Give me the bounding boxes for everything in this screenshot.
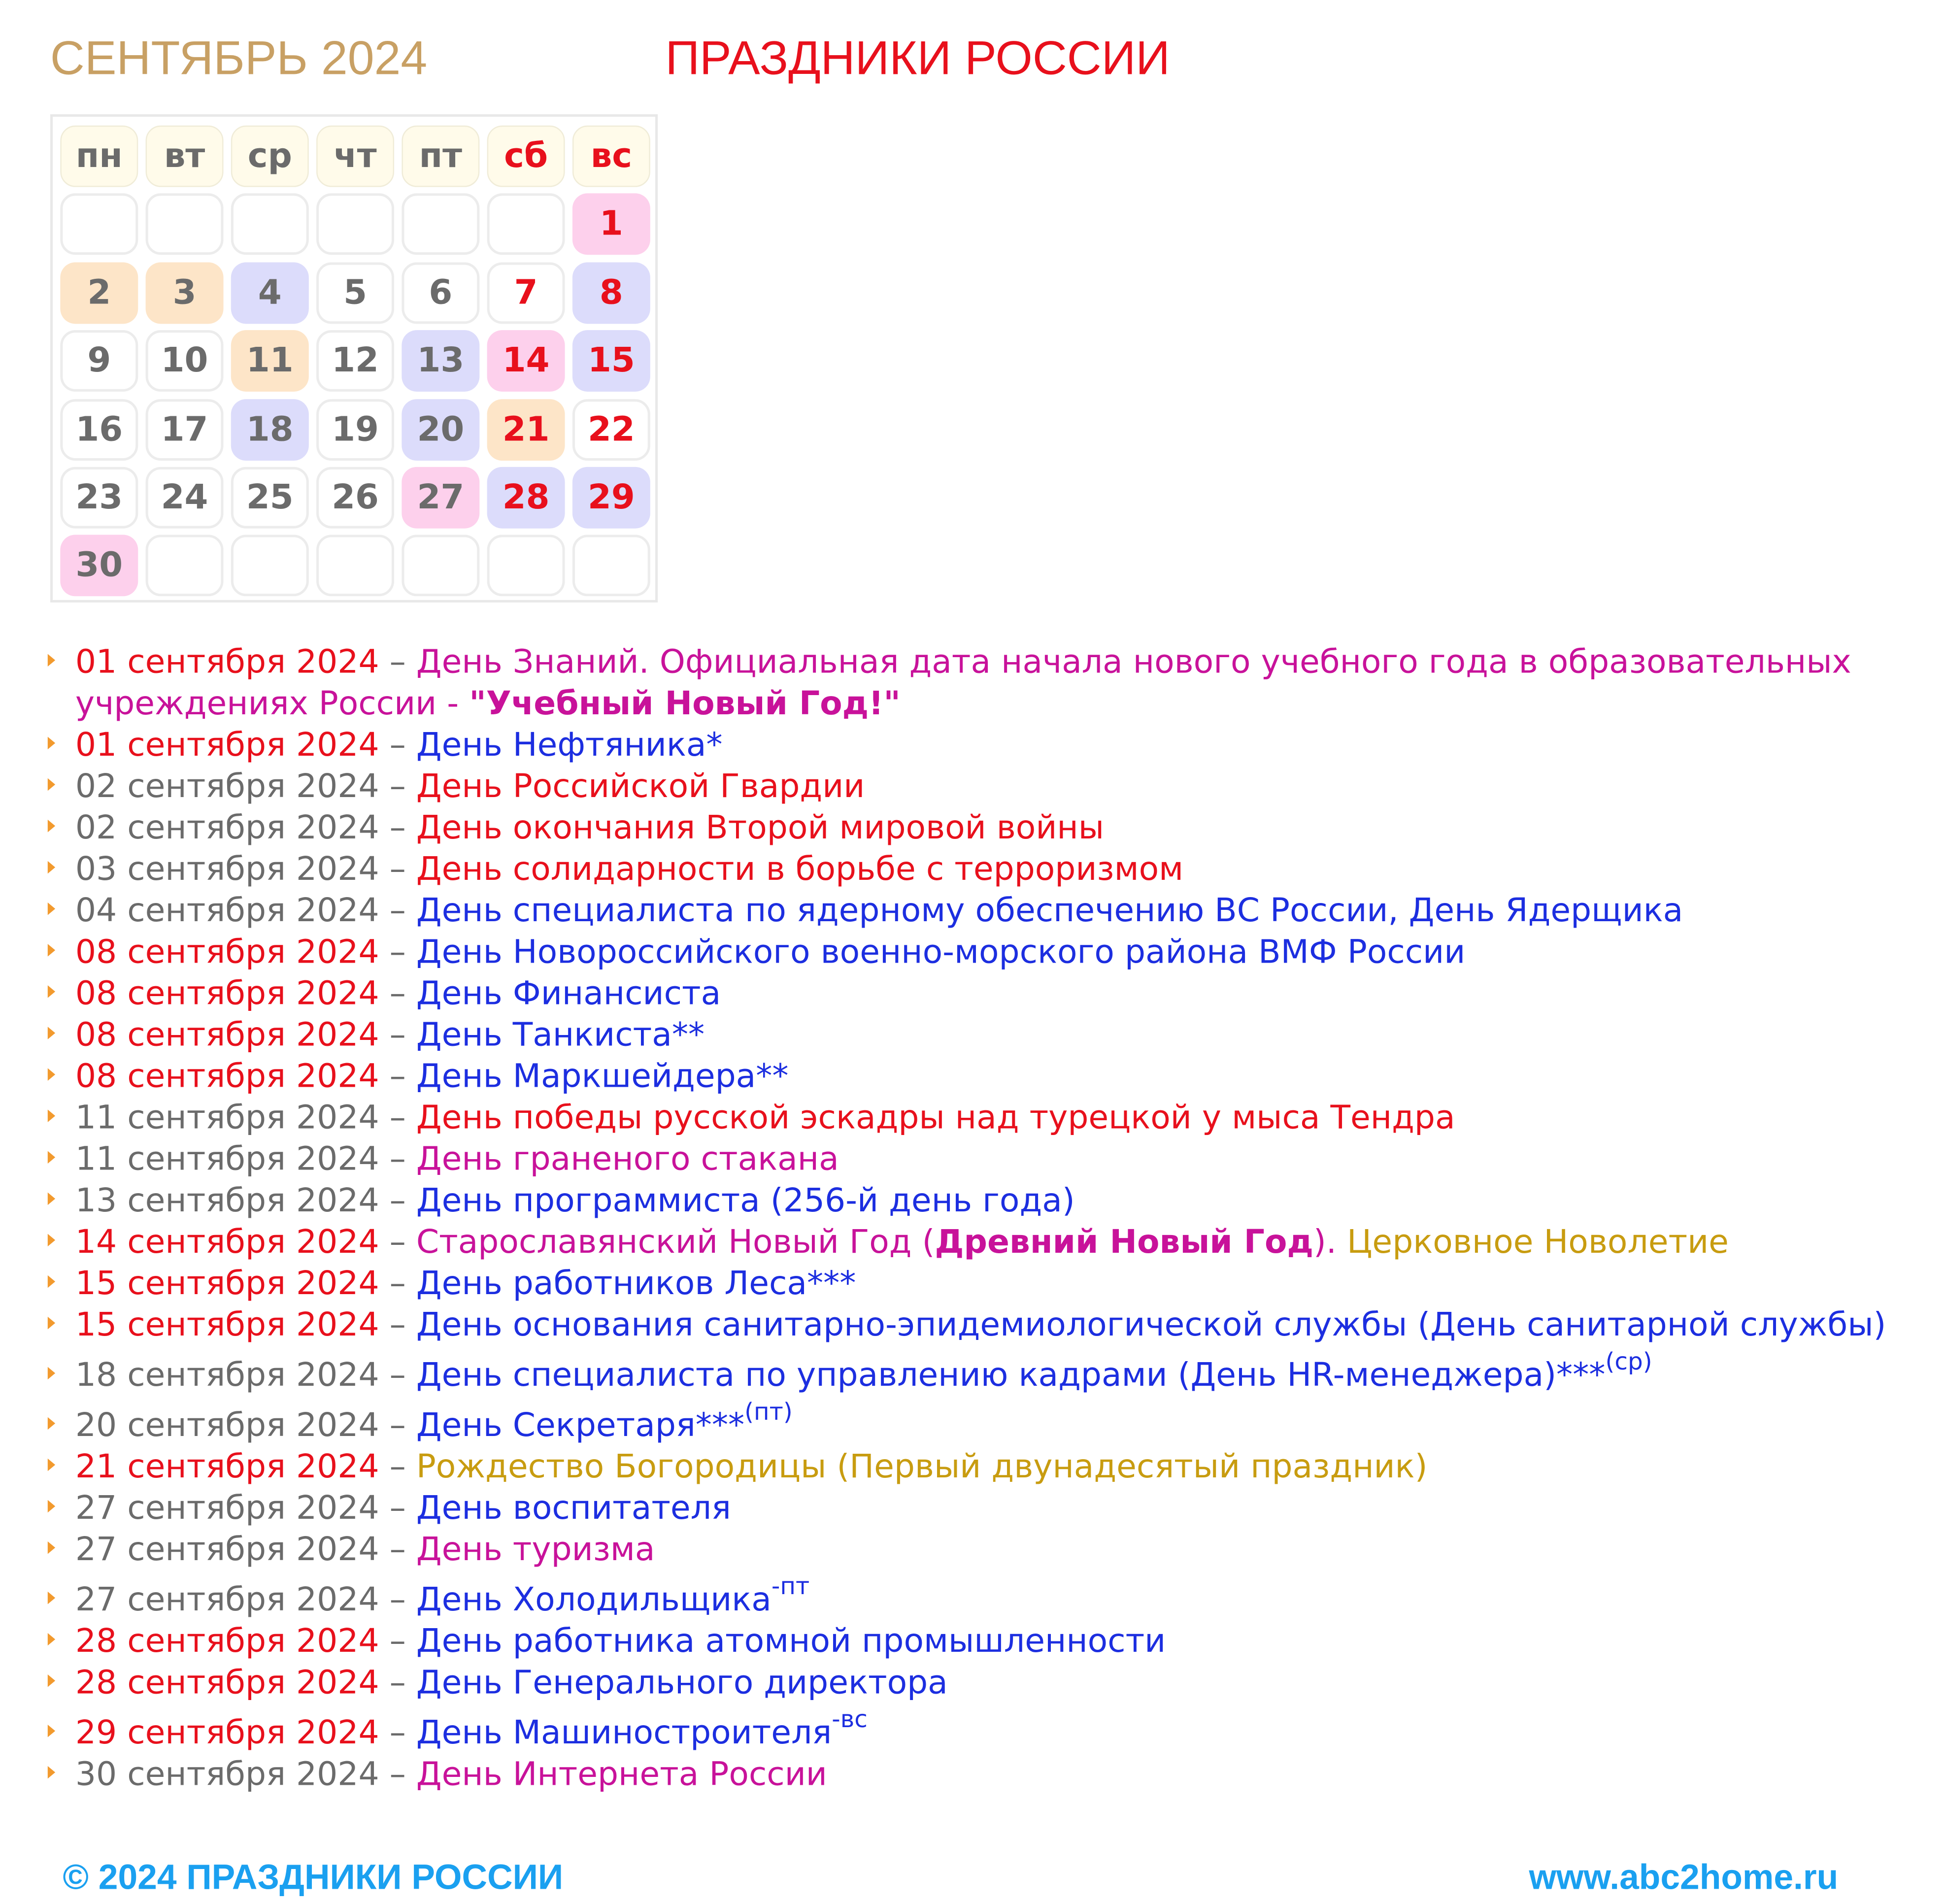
holiday-separator: –	[389, 1265, 406, 1303]
holiday-name: День победы русской эскадры над турецкой у мыса Тендра	[416, 1100, 1455, 1137]
holiday-date: 27 сентября 2024	[75, 1490, 379, 1528]
holiday-separator: –	[389, 1756, 406, 1794]
holiday-date: 11 сентября 2024	[75, 1100, 379, 1137]
weekday-sun: вс	[572, 126, 650, 187]
holiday-separator: –	[389, 644, 406, 682]
bullet-arrow-icon	[48, 1151, 55, 1164]
holiday-item	[48, 808, 1906, 850]
holiday-separator: –	[389, 1016, 406, 1055]
day-cell: 10	[146, 330, 224, 392]
bullet-arrow-icon	[48, 1541, 55, 1554]
day-cell: 7	[487, 263, 565, 324]
holiday-date: 04 сентября 2024	[75, 892, 379, 931]
holiday-item	[48, 850, 1906, 891]
weekday-mon: пн	[60, 126, 138, 187]
page-title: ПРАЗДНИКИ РОССИИ	[665, 33, 1170, 86]
holiday-separator: –	[389, 1407, 406, 1445]
day-cell-empty	[402, 193, 479, 255]
weekday-sat: сб	[487, 126, 565, 187]
day-cell: 27	[402, 467, 479, 529]
holiday-separator: –	[389, 851, 406, 889]
holiday-item	[48, 643, 1906, 726]
weekday-wed: ср	[231, 126, 309, 187]
day-cell: 29	[572, 467, 650, 529]
holiday-date: 11 сентября 2024	[75, 1141, 379, 1179]
day-cell: 20	[402, 399, 479, 461]
bullet-arrow-icon	[48, 1459, 55, 1471]
holiday-date: 18 сентября 2024	[75, 1357, 379, 1395]
bullet-arrow-icon	[48, 944, 55, 956]
day-cell: 8	[572, 263, 650, 324]
holiday-item	[48, 891, 1906, 933]
holiday-name: День Машиностроителя	[416, 1714, 832, 1753]
bullet-arrow-icon	[48, 1027, 55, 1039]
day-cell: 4	[231, 263, 309, 324]
day-cell: 15	[572, 330, 650, 392]
holiday-date: 29 сентября 2024	[75, 1714, 379, 1753]
holiday-weekday-note: (пт)	[744, 1399, 793, 1427]
bullet-arrow-icon	[48, 1193, 55, 1205]
bullet-arrow-icon	[48, 778, 55, 791]
holiday-separator: –	[389, 1306, 406, 1344]
holiday-name: День Холодильщика	[416, 1581, 772, 1619]
day-cell: 14	[487, 330, 565, 392]
holiday-name: День воспитателя	[416, 1490, 731, 1528]
day-cell: 24	[146, 467, 224, 529]
day-cell: 23	[60, 467, 138, 529]
bullet-arrow-icon	[48, 1766, 55, 1778]
holiday-item	[48, 1663, 1906, 1704]
holiday-separator: –	[389, 934, 406, 972]
holiday-item	[48, 933, 1906, 974]
day-cell-empty	[316, 193, 394, 255]
holiday-separator: –	[389, 1357, 406, 1395]
holiday-date: 27 сентября 2024	[75, 1581, 379, 1619]
bullet-arrow-icon	[48, 1592, 55, 1604]
holiday-item	[48, 1181, 1906, 1223]
holiday-date: 01 сентября 2024	[75, 644, 379, 682]
day-cell: 2	[60, 263, 138, 324]
holiday-date: 01 сентября 2024	[75, 727, 379, 765]
day-cell: 13	[402, 330, 479, 392]
holiday-weekday-note: -пт	[771, 1573, 810, 1601]
holiday-list	[48, 643, 1906, 1797]
holiday-date: 21 сентября 2024	[75, 1448, 379, 1486]
holiday-date: 30 сентября 2024	[75, 1756, 379, 1794]
holiday-item	[48, 1489, 1906, 1530]
holiday-name: День специалиста по ядерному обеспечению ВС России, День Ядерщика	[416, 892, 1683, 931]
holiday-name: День Маркшейдера**	[416, 1058, 789, 1096]
day-cell: 28	[487, 467, 565, 529]
holiday-item	[48, 1015, 1906, 1057]
day-cell-empty	[572, 534, 650, 596]
holiday-separator: –	[389, 1581, 406, 1619]
footer-copyright: © 2024 ПРАЗДНИКИ РОССИИ	[63, 1858, 564, 1897]
holiday-item	[48, 1447, 1906, 1489]
bullet-arrow-icon	[48, 1317, 55, 1329]
day-cell: 25	[231, 467, 309, 529]
weekday-fri: пт	[402, 126, 479, 187]
holiday-separator: –	[389, 768, 406, 806]
holiday-name: День Интернета России	[416, 1756, 827, 1794]
holiday-item	[48, 1348, 1906, 1397]
day-cell-empty	[316, 534, 394, 596]
holiday-date: 03 сентября 2024	[75, 851, 379, 889]
day-cell-empty	[231, 193, 309, 255]
holiday-date: 28 сентября 2024	[75, 1623, 379, 1661]
holiday-name: День специалиста по управлению кадрами (День HR-менеджера)***	[416, 1357, 1606, 1395]
holiday-separator: –	[389, 975, 406, 1013]
holiday-separator: –	[389, 1224, 406, 1262]
holiday-item	[48, 1399, 1906, 1447]
day-cell-empty	[402, 534, 479, 596]
holiday-date: 02 сентября 2024	[75, 768, 379, 806]
holiday-highlight: Древний Новый Год	[935, 1224, 1314, 1262]
holiday-item	[48, 1573, 1906, 1622]
bullet-arrow-icon	[48, 1725, 55, 1737]
bullet-arrow-icon	[48, 737, 55, 749]
holiday-item	[48, 1706, 1906, 1755]
holiday-name: День Российской Гвардии	[416, 768, 865, 806]
holiday-separator: –	[389, 1182, 406, 1220]
holiday-church-note: Церковное Новолетие	[1336, 1224, 1729, 1262]
holiday-weekday-note: (ср)	[1605, 1348, 1652, 1376]
holiday-date: 08 сентября 2024	[75, 934, 379, 972]
holiday-name: День Танкиста**	[416, 1016, 705, 1055]
holiday-name: День основания санитарно-эпидемиологической службы (День санитарной службы)	[416, 1306, 1886, 1344]
holiday-date: 02 сентября 2024	[75, 809, 379, 847]
holiday-date: 08 сентября 2024	[75, 975, 379, 1013]
holiday-name: День Нефтяника*	[416, 727, 723, 765]
holiday-date: 08 сентября 2024	[75, 1016, 379, 1055]
holiday-weekday-note: -вс	[832, 1706, 868, 1734]
holiday-item	[48, 1264, 1906, 1305]
holiday-separator: –	[389, 1531, 406, 1569]
holiday-name: Рождество Богородицы (Первый двунадесятый праздник)	[416, 1448, 1428, 1486]
month-title: СЕНТЯБРЬ 2024	[50, 33, 428, 86]
holiday-separator: –	[389, 1058, 406, 1096]
holiday-item	[48, 726, 1906, 767]
bullet-arrow-icon	[48, 1500, 55, 1512]
day-cell: 16	[60, 399, 138, 461]
day-cell-empty	[60, 193, 138, 255]
day-cell: 9	[60, 330, 138, 392]
day-cell: 5	[316, 263, 394, 324]
holiday-item	[48, 1305, 1906, 1347]
holiday-item	[48, 767, 1906, 808]
holiday-item	[48, 1099, 1906, 1140]
day-cell: 17	[146, 399, 224, 461]
holiday-name: День Новороссийского военно-морского района ВМФ России	[416, 934, 1466, 972]
holiday-name: День окончания Второй мировой войны	[416, 809, 1105, 847]
bullet-arrow-icon	[48, 1633, 55, 1645]
holiday-name: День работника атомной промышленности	[416, 1623, 1166, 1661]
day-cell: 22	[572, 399, 650, 461]
bullet-arrow-icon	[48, 985, 55, 998]
holiday-name: День Знаний. Официальная дата начала нового учебного года в образовательных учреждениях России -	[75, 644, 1851, 723]
holiday-date: 08 сентября 2024	[75, 1058, 379, 1096]
holiday-date: 20 сентября 2024	[75, 1407, 379, 1445]
bullet-arrow-icon	[48, 861, 55, 873]
holiday-name: Старославянский Новый Год (	[416, 1224, 935, 1262]
holiday-date: 15 сентября 2024	[75, 1306, 379, 1344]
holiday-date: 13 сентября 2024	[75, 1182, 379, 1220]
weekday-tue: вт	[146, 126, 224, 187]
holiday-name: День Генерального директора	[416, 1664, 948, 1703]
footer-site-link[interactable]: www.abc2home.ru	[1529, 1858, 1839, 1897]
holiday-separator: –	[389, 1100, 406, 1137]
holiday-name-end: ).	[1313, 1224, 1337, 1262]
holiday-name: День Секретаря***	[416, 1407, 745, 1445]
day-cell: 26	[316, 467, 394, 529]
bullet-arrow-icon	[48, 1275, 55, 1288]
bullet-arrow-icon	[48, 1109, 55, 1122]
calendar-grid	[50, 114, 658, 602]
bullet-arrow-icon	[48, 1234, 55, 1246]
holiday-separator: –	[389, 809, 406, 847]
holiday-separator: –	[389, 727, 406, 765]
day-cell-empty	[487, 193, 565, 255]
bullet-arrow-icon	[48, 1674, 55, 1687]
bullet-arrow-icon	[48, 1417, 55, 1430]
holiday-item	[48, 1755, 1906, 1796]
holiday-name: День граненого стакана	[416, 1141, 839, 1179]
day-cell: 30	[60, 534, 138, 596]
day-cell-empty	[146, 534, 224, 596]
holiday-separator: –	[389, 892, 406, 931]
holiday-date: 15 сентября 2024	[75, 1265, 379, 1303]
holiday-date: 28 сентября 2024	[75, 1664, 379, 1703]
holiday-name: День работников Леса***	[416, 1265, 856, 1303]
bullet-arrow-icon	[48, 820, 55, 832]
bullet-arrow-icon	[48, 902, 55, 915]
day-cell-empty	[487, 534, 565, 596]
bullet-arrow-icon	[48, 1367, 55, 1379]
holiday-separator: –	[389, 1664, 406, 1703]
day-cell: 6	[402, 263, 479, 324]
holiday-item	[48, 1223, 1906, 1264]
holiday-date: 14 сентября 2024	[75, 1224, 379, 1262]
day-cell: 21	[487, 399, 565, 461]
holiday-highlight: "Учебный Новый Год!"	[469, 685, 901, 723]
holiday-separator: –	[389, 1141, 406, 1179]
holiday-item	[48, 1530, 1906, 1571]
day-cell-empty	[231, 534, 309, 596]
day-cell: 18	[231, 399, 309, 461]
holiday-name: День Финансиста	[416, 975, 721, 1013]
bullet-arrow-icon	[48, 1068, 55, 1080]
day-cell: 19	[316, 399, 394, 461]
holiday-item	[48, 1622, 1906, 1663]
holiday-item	[48, 1057, 1906, 1098]
day-cell: 11	[231, 330, 309, 392]
holiday-date: 27 сентября 2024	[75, 1531, 379, 1569]
holiday-name: День туризма	[416, 1531, 655, 1569]
day-cell: 1	[572, 193, 650, 255]
holiday-separator: –	[389, 1623, 406, 1661]
holiday-item	[48, 974, 1906, 1015]
day-cell: 12	[316, 330, 394, 392]
holiday-separator: –	[389, 1490, 406, 1528]
holiday-separator: –	[389, 1448, 406, 1486]
holiday-separator: –	[389, 1714, 406, 1753]
day-cell: 3	[146, 263, 224, 324]
weekday-thu: чт	[316, 126, 394, 187]
holiday-item	[48, 1140, 1906, 1181]
holiday-name: День программиста (256-й день года)	[416, 1182, 1075, 1220]
bullet-arrow-icon	[48, 654, 55, 667]
holiday-name: День солидарности в борьбе с терроризмом	[416, 851, 1184, 889]
day-cell-empty	[146, 193, 224, 255]
